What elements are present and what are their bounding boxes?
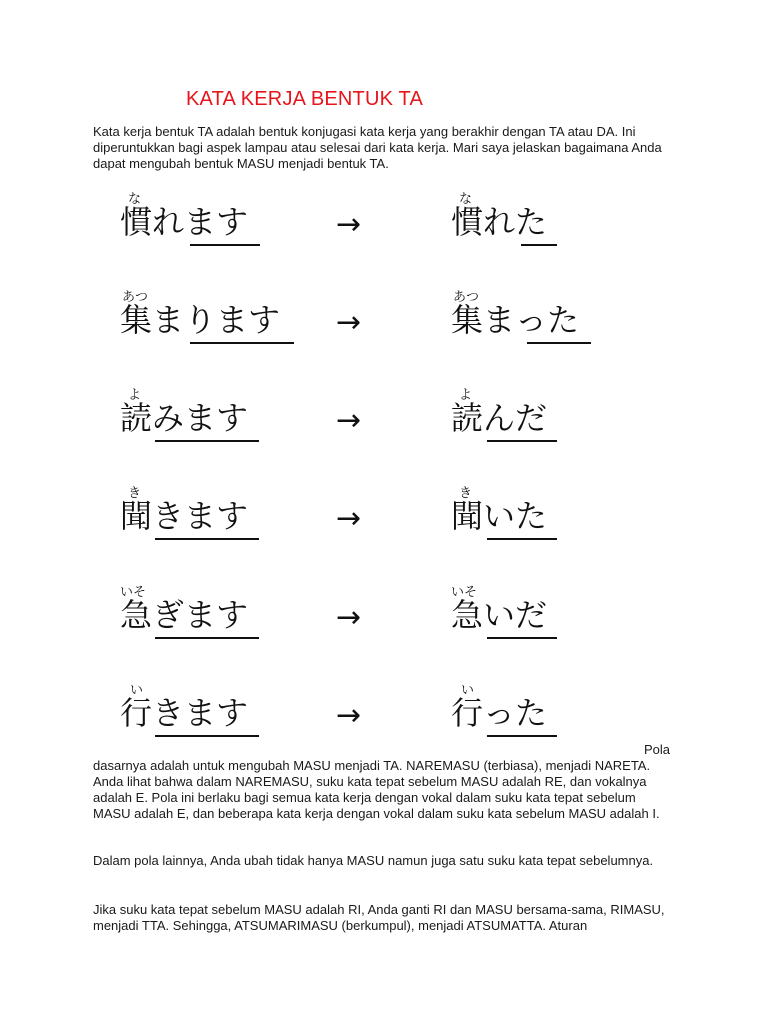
underline: [190, 342, 294, 344]
kanji-stem: 集ま: [120, 301, 185, 339]
kanji-stem: 読: [120, 399, 153, 437]
furigana: い: [461, 683, 475, 698]
masu-form: [120, 398, 248, 438]
underline: [155, 440, 259, 442]
furigana: いそ: [451, 585, 478, 600]
masu-ending: ます: [184, 203, 249, 241]
masu-ending: みます: [152, 399, 249, 437]
underline: [487, 538, 557, 540]
underline: [487, 440, 557, 442]
masu-form: [120, 693, 248, 733]
ta-form: [451, 300, 579, 340]
masu-form: [120, 202, 248, 242]
intro-paragraph: Kata kerja bentuk TA adalah bentuk konjugasi kata kerja yang berakhir dengan TA atau DA. Ini diperuntukkan bagi aspek lampau atau selesai dari kata kerja. Mari saya jelaskan bagaimana Anda dapat mengubah bentuk MASU menjadi bentuk TA.: [93, 124, 662, 171]
kanji-stem: 急: [120, 596, 153, 634]
arrow-icon: →: [336, 600, 362, 635]
masu-ending: きます: [152, 694, 249, 732]
underline: [155, 637, 259, 639]
underline: [190, 244, 260, 246]
furigana: き: [128, 486, 142, 501]
arrow-icon: →: [336, 698, 362, 733]
kanji-stem: 集ま: [451, 301, 516, 339]
kanji-stem: 行: [120, 694, 153, 732]
ta-ending: いだ: [483, 596, 548, 634]
underline: [527, 342, 591, 344]
ta-form: [451, 496, 547, 536]
paragraph-body: dasarnya adalah untuk mengubah MASU menjadi TA. NAREMASU (terbiasa), menjadi NARETA. Anda lihat bahwa dalam NAREMASU, suku kata tepat sebelum MASU adalah RE, dan vokalnya adalah E. Pola ini berlaku bagi semua kata kerja dengan vokal dalam suku kata tepat sebelum MASU adalah E, dan beberapa kata kerja dengan vokal dalam suku kata sebelum MASU adalah I.: [93, 758, 660, 821]
explanation-paragraph: [93, 742, 675, 822]
arrow-icon: →: [336, 501, 362, 536]
ta-ending: んだ: [483, 399, 548, 437]
ta-form: [451, 595, 547, 635]
furigana: あつ: [453, 290, 480, 305]
furigana: よ: [128, 388, 142, 403]
arrow-icon: →: [336, 207, 362, 242]
furigana: な: [459, 192, 473, 207]
masu-form: [120, 300, 280, 340]
masu-form: [120, 496, 248, 536]
ta-ending: った: [515, 301, 580, 339]
kanji-stem: 聞: [120, 497, 153, 535]
masu-ending: きます: [152, 497, 249, 535]
masu-ending: ります: [184, 301, 281, 339]
ta-ending: いた: [483, 497, 548, 535]
kanji-stem: 聞: [451, 497, 484, 535]
kanji-stem: 慣れ: [120, 203, 185, 241]
conversion-row: [0, 188, 768, 258]
kanji-stem: 慣れ: [451, 203, 516, 241]
furigana: いそ: [120, 585, 147, 600]
kanji-stem: 読: [451, 399, 484, 437]
ta-form: [451, 202, 547, 242]
arrow-icon: →: [336, 305, 362, 340]
furigana: あつ: [122, 290, 149, 305]
rimasu-paragraph: Jika suku kata tepat sebelum MASU adalah RI, Anda ganti RI dan MASU bersama-sama, RIMASU, menjadi TTA. Sehingga, ATSUMARIMASU (berkumpul), menjadi ATSUMATTA. Aturan: [93, 902, 665, 933]
ta-ending: た: [515, 203, 548, 241]
underline: [487, 637, 557, 639]
ta-form: [451, 398, 547, 438]
masu-ending: ぎます: [152, 596, 249, 634]
underline: [155, 735, 259, 737]
underline: [521, 244, 557, 246]
conversion-row: [0, 286, 768, 356]
other-pattern-paragraph: Dalam pola lainnya, Anda ubah tidak hanya MASU namun juga satu suku kata tepat sebelumnya.: [93, 853, 654, 868]
kanji-stem: 急: [451, 596, 484, 634]
furigana: よ: [459, 388, 473, 403]
paragraph-lead-word: Pola: [643, 742, 670, 757]
furigana: な: [128, 192, 142, 207]
furigana: い: [130, 683, 144, 698]
arrow-icon: →: [336, 403, 362, 438]
conversion-row: [0, 679, 768, 749]
ta-form: [451, 693, 547, 733]
conversion-row: [0, 384, 768, 454]
underline: [155, 538, 259, 540]
underline: [487, 735, 557, 737]
conversion-row: [0, 581, 768, 651]
ta-ending: った: [483, 694, 548, 732]
kanji-stem: 行: [451, 694, 484, 732]
furigana: き: [459, 486, 473, 501]
masu-form: [120, 595, 248, 635]
conversion-row: [0, 482, 768, 552]
page-title: KATA KERJA BENTUK TA: [186, 88, 424, 110]
